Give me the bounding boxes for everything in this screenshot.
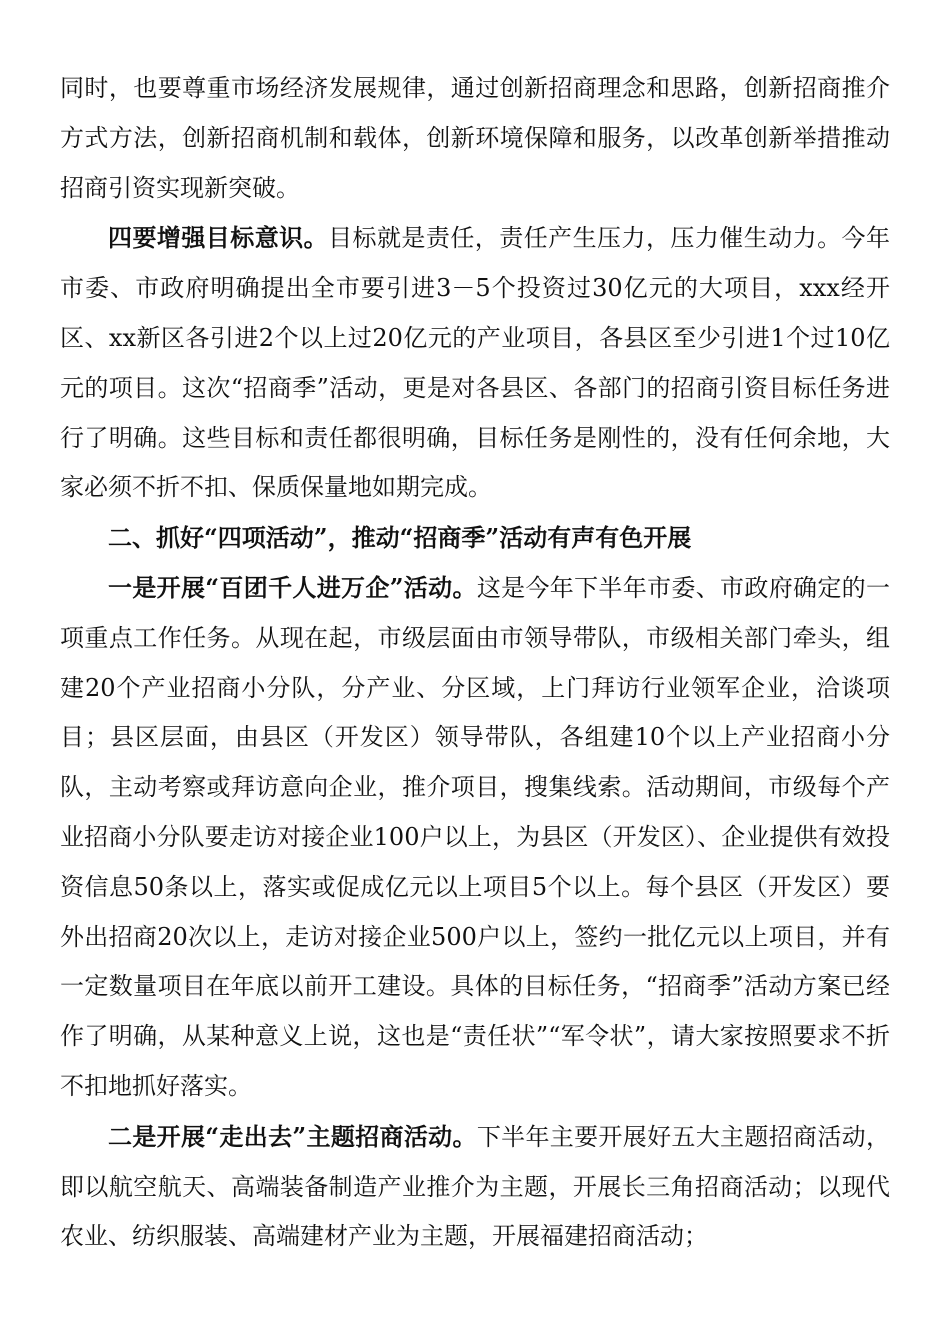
paragraph-text: 这是今年下半年市委、市政府确定的一项重点工作任务。从现在起，市级层面由市领导带队，市级相关部门牵头，组建20个产业招商小分队，分产业、分区域，上门拜访行业领军企业，洽谈项目；县区层面，由县区（开发区）领导带队，各组建10个以上产业招商小分队，主动考察或拜访意向企业，推介项目，搜集线索。活动期间，市级每个产业招商小分队要走访对接企业100户以上，为县区（开发区）、企业提供有效投资信息50条以上，落实或促成亿元以上项目5个以上。每个县区（开发区）要外出招商20次以上，走访对接企业500户以上，签约一批亿元以上项目，并有一定数量项目在年底以前开工建设。具体的目标任务，“招商季”活动方案已经作了明确，从某种意义上说，这也是“责任状”“军令状”，请大家按照要求不折不扣地抓好落实。 — [60, 573, 891, 1100]
document-page — [60, 64, 890, 1262]
paragraph-activity-two — [60, 1112, 890, 1262]
paragraph-continuation — [60, 64, 890, 213]
paragraph-text: 目标就是责任，责任产生压力，压力催生动力。今年市委、市政府明确提出全市要引进3－5个投资过30亿元的大项目，xxx经开区、xx新区各引进2个以上过20亿元的产业项目，各县区至少引进1个过10亿元的项目。这次“招商季”活动，更是对各县区、各部门的招商引资目标任务进行了明确。这些目标和责任都很明确，目标任务是刚性的，没有任何余地，大家必须不折不扣、保质保量地如期完成。 — [60, 224, 891, 502]
paragraph-text: 同时，也要尊重市场经济发展规律，通过创新招商理念和思路，创新招商推介方式方法，创新招商机制和载体，创新环境保障和服务，以改革创新举措推动招商引资实现新突破。 — [60, 74, 890, 202]
paragraph-activity-one — [60, 563, 890, 1112]
paragraph-lead: 四要增强目标意识。 — [108, 223, 329, 253]
paragraph-lead: 二是开展“走出去”主题招商活动。 — [108, 1121, 477, 1151]
paragraph-text: 下半年主要开展好五大主题招商活动，即以航空航天、高端装备制造产业推介为主题，开展长三角招商活动；以现代农业、纺织服装、高端建材产业为主题，开展福建招商活动； — [60, 1122, 891, 1251]
section-heading: 二、抓好“四项活动”，推动“招商季”活动有声有色开展 — [108, 523, 692, 553]
paragraph-lead: 一是开展“百团千人进万企”活动。 — [108, 572, 477, 602]
paragraph-target-awareness — [60, 213, 890, 513]
